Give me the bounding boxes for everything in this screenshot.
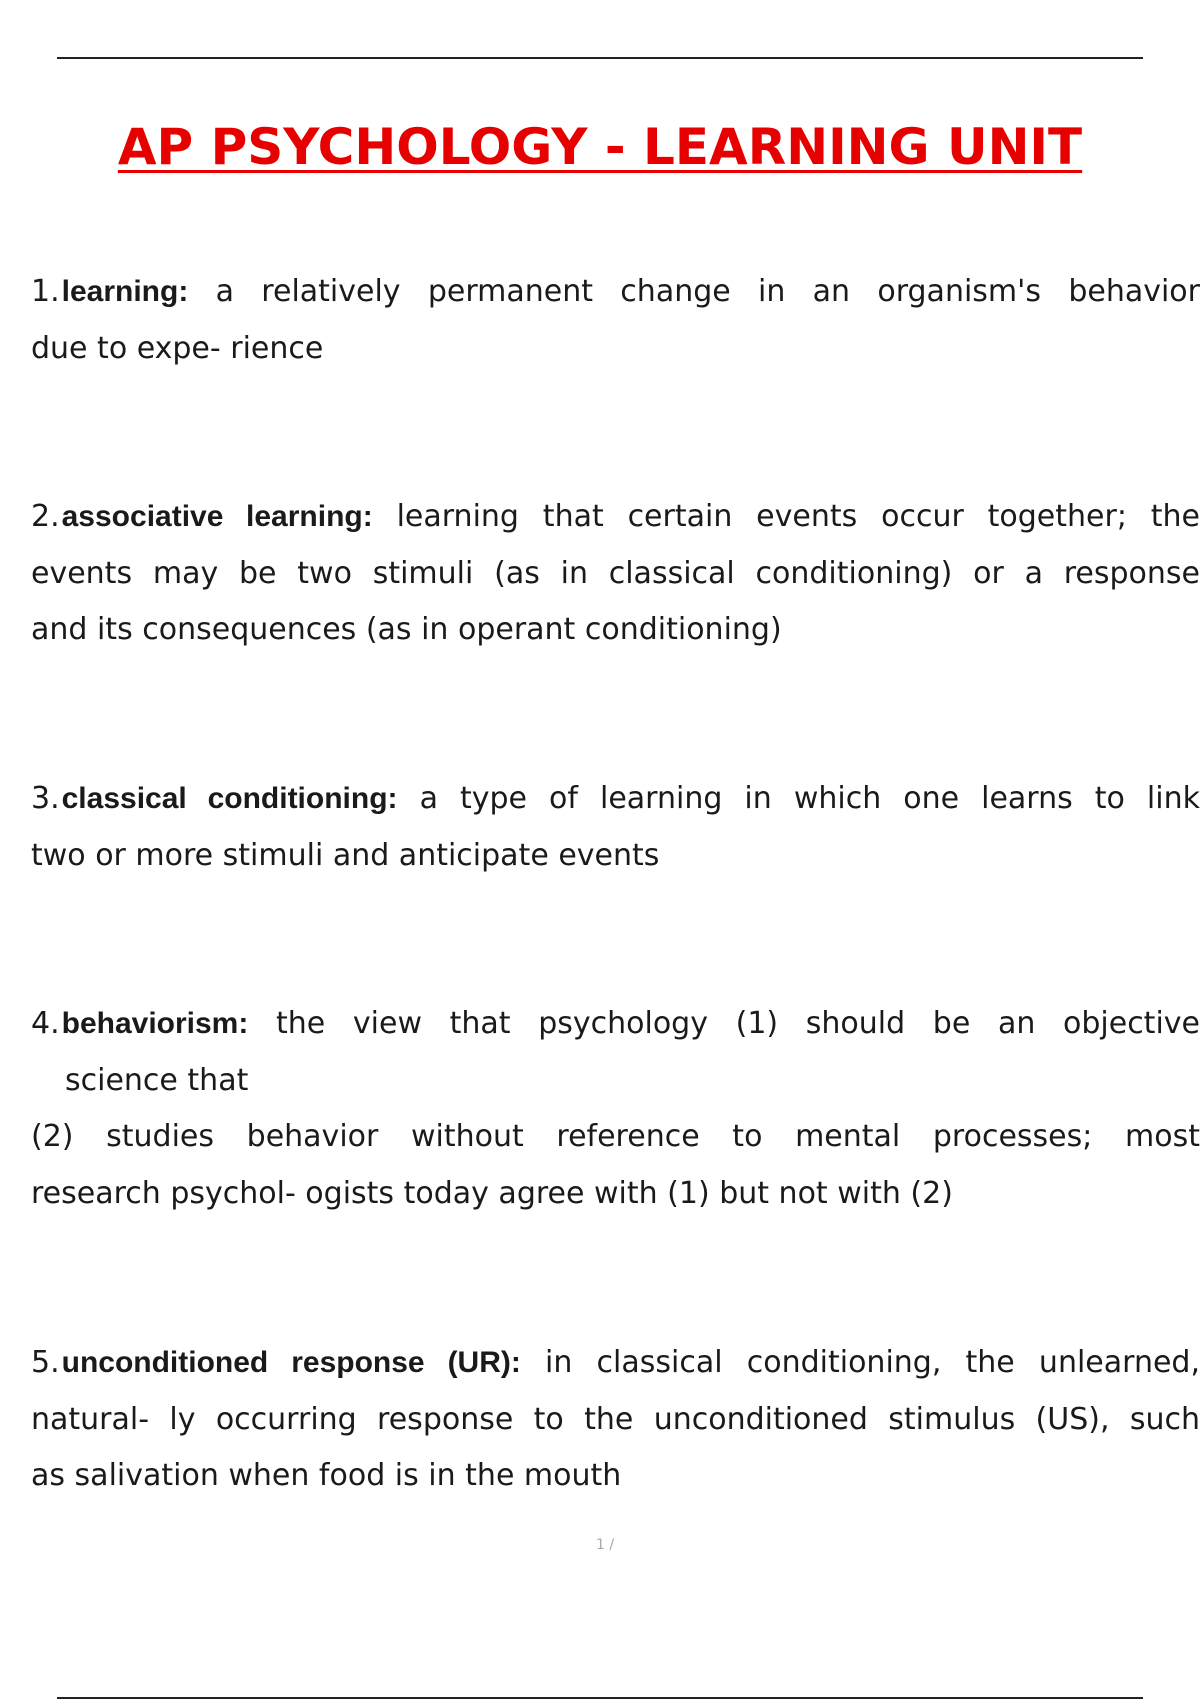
entry-term: learning: [61,275,189,308]
entry-line [31,489,1200,546]
entry-definition-text: a relatively permanent change in an organism's behavior [215,274,1200,309]
entry-definition-text: the view that psychology (1) should be an objective [276,1006,1200,1041]
entry-term: associative learning: [61,500,373,533]
entry-line: as salivation when food is in the mouth [31,1458,622,1493]
entry-line: events may be two stimuli (as in classical conditioning) or a response [31,555,1200,591]
entry-term: classical conditioning: [61,782,398,815]
entry-line: research psychol- ogists today agree with (1) but not with (2) [31,1175,953,1211]
entry-line [31,996,1200,1053]
top-divider [57,57,1143,59]
entry-line: and its consequences (as in operant conditioning) [31,612,782,647]
entry-line: science that [65,1062,249,1098]
entry-number: 2. [31,499,60,534]
entry-line [31,1335,1200,1392]
entry-definition-text: learning that certain events occur together; the [396,499,1200,534]
glossary-entry-learning [31,264,1200,377]
entry-number: 4. [31,1006,60,1041]
entry-line [31,264,1200,321]
entry-line: due to expe- rience [31,330,324,366]
bottom-divider [57,1697,1143,1699]
entry-definition-text: in classical conditioning, the unlearned, [545,1345,1200,1380]
glossary-entry-unconditioned-response [31,1335,1200,1505]
entry-line: natural- ly occurring response to the unconditioned stimulus (US), such [31,1401,1200,1437]
entry-term: behaviorism: [61,1007,249,1040]
entry-line: (2) studies behavior without reference to mental processes; most [31,1119,1200,1154]
entry-line: two or more stimuli and anticipate events [31,837,660,873]
entry-number: 3. [31,781,60,816]
entry-term: unconditioned response (UR): [61,1346,521,1379]
page-number: 1 / [596,1537,615,1553]
document-title: AP PSYCHOLOGY - LEARNING UNIT [117,118,1083,176]
glossary-entry-behaviorism [31,996,1200,1222]
entry-line [31,771,1200,828]
entry-number: 5. [31,1345,60,1380]
glossary-entry-classical-conditioning [31,771,1200,884]
glossary-entry-associative-learning [31,489,1200,659]
entry-definition-text: a type of learning in which one learns to link [419,781,1200,816]
entry-number: 1. [31,274,60,309]
